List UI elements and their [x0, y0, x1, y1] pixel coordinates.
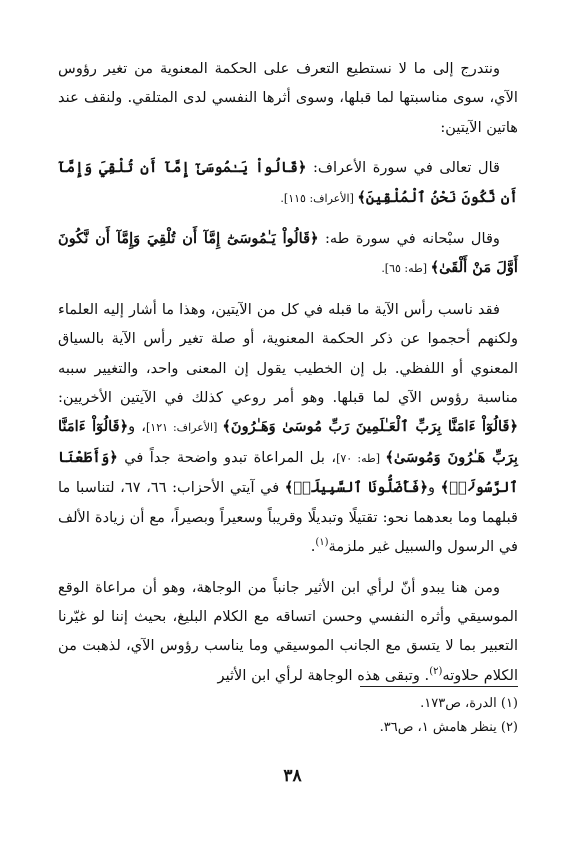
quran-quote: ﴿قَالُواْ يَـٰمُوسَىٰٓ إِمَّآ أَن تُلْقِيَ وَإِمَّآ أَن نَّكُونَ نَحْنُ ٱلْمُلْقِينَ﴾ [58, 159, 518, 206]
quran-quote: ﴿وَأَطَعْنَا ٱلرَّسُولَا۠﴾ [58, 448, 519, 497]
paragraph-verse-araf [58, 153, 518, 213]
footnote-2: (٢) ينظر هامش ١، ص٣٦. [379, 720, 518, 735]
body-text: فقد ناسب رأس الآية ما قبله في كل من الآيتين، وهذا ما أشار إليه العلماء ولكنهم أحجموا عن ذكر الحكمة المعنوية، أو صلة تغير رأس الآية بالسياق المعنوي أو اللفظي. بل إن الخطيب يقول إن المعنى واحد، والتغيير سببه مناسبة رؤوس الآي لما قبلها. وهو أمر روعي كذلك في الآيتين الأخريين: [58, 300, 518, 407]
verse-reference: [طه: ٧٠] [336, 451, 386, 465]
paragraph-intro: ونتدرج إلى ما لا نستطيع التعرف على الحكمة المعنوية من تغير رؤوس الآي، سوى مناسبتها لما قبلها، وسوى أثرها النفسي لدى المتلقي. ولنقف عند هاتين الآيتين: [58, 60, 518, 136]
quran-quote: ﴿قَالُوٓاْ ءَامَنَّا بِرَبِّ هَـٰرُونَ وَمُوسَىٰ﴾ [58, 418, 518, 466]
verse-lead-text: قال تعالى في سورة الأعراف: [306, 159, 500, 177]
body-text: . وتبقى هذه الوجاهة لرأي ابن الأثير [217, 666, 430, 684]
footnotes [58, 692, 518, 740]
verse-reference: [الأعراف: ١٢١] [146, 421, 223, 435]
body-text: ، و [128, 418, 146, 436]
footnote-marker[interactable]: (١) [315, 537, 329, 549]
paragraph-ibn-athir [58, 573, 518, 691]
quran-quote: ﴿قَالُوٓاْ ءَامَنَّا بِرَبِّ ٱلْعَـٰلَمِينَ رَبِّ مُوسَىٰ وَهَـٰرُونَ﴾ [222, 418, 518, 436]
footnote-marker[interactable]: (٢) [429, 665, 443, 677]
paragraph-analysis [58, 295, 518, 562]
body-text: ومن هنا يبدو أنّ لرأي ابن الأثير جانباً من الوجاهة، وهو أن مراعاة الوقع الموسيقي وأثره النفسي وحسن اتساقه مع الكلام البليغ، بحيث إننا لو غيّرنا التعبير بما لا يتسق مع الجانب الموسيقي وما يناسب رؤوس الآي، لذهبت من الكلام حلاوته [58, 578, 518, 684]
body-text: في آيتي الأحزاب: ٦٦، ٦٧، لتناسبا ما قبلهما وما بعدهما نحو: تقتيلًا وتبديلًا وقريباً وسعيراً وبصيراً، مع أن زيادة الألف في الرسول والسبيل غير ملزمة [58, 479, 518, 556]
verse-lead-text: وقال سبْحانه في سورة طه: [318, 230, 500, 248]
quran-quote: ﴿قَالُواْ يَـٰمُوسَىٰٓ إِمَّآ أَن تُلْقِيَ وَإِمَّآ أَن نَّكُونَ أَوَّلَ مَنْ أَلْقَىٰ﴾ [58, 230, 518, 277]
quran-quote: ﴿فَأَضَلُّونَا ٱلسَّبِيلَا۠﴾ [284, 479, 429, 497]
footnote-divider [360, 686, 518, 687]
verse-reference: [طه: ٦٥]. [381, 262, 431, 276]
body-text: و [428, 479, 441, 497]
body-text: . [310, 538, 316, 556]
footnote-1: (١) الدرة، ص١٧٣. [420, 696, 518, 711]
paragraph-verse-taha [58, 224, 518, 284]
page-number: ٣٨ [283, 766, 302, 786]
page-body [58, 54, 518, 690]
body-text: ، بل المراعاة تبدو واضحة جداً في [117, 448, 337, 466]
verse-reference: [الأعراف: ١١٥]. [280, 191, 358, 205]
